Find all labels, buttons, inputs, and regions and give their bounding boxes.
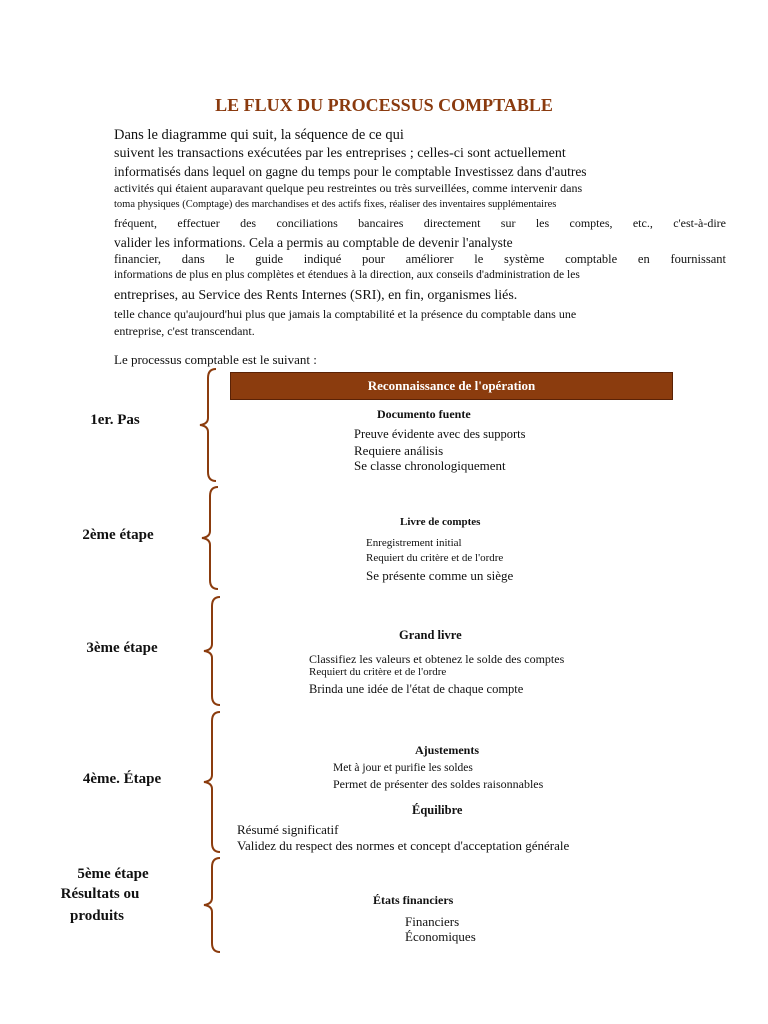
page-title: LE FLUX DU PROCESSUS COMPTABLE — [215, 95, 553, 115]
brace-step-2 — [198, 486, 222, 590]
step-4-item-3: Résumé significatif — [237, 822, 339, 837]
step-5-label: 5ème étape — [77, 866, 149, 882]
step-2-heading: Livre de comptes — [400, 516, 481, 528]
step-4-label: 4ème. Étape — [82, 771, 162, 787]
step-4-item-4: Validez du respect des normes et concept d'acceptation générale — [237, 838, 570, 853]
step-2-label: 2ème étape — [82, 527, 154, 543]
intro-line-4: activités qui étaient auparavant quelque peu restreintes ou très surveillées, comme intervenir dans — [114, 181, 583, 195]
brace-step-5 — [200, 857, 224, 953]
step-5-item-1: Financiers — [405, 914, 460, 929]
intro-line-5: toma physiques (Comptage) des marchandises et des actifs fixes, réaliser des inventaires supplémentaires — [114, 199, 557, 210]
step-5-label-3: produits — [70, 908, 124, 924]
step-3-item-3: Brinda une idée de l'état de chaque compte — [309, 682, 524, 696]
brace-step-1 — [196, 368, 220, 482]
step-3-item-2: Requiert du critère et de l'ordre — [309, 666, 447, 678]
step-5-label-2: Résultats ou — [60, 886, 140, 902]
intro-line-6: fréquent, effectuer des conciliations bancaires directement sur les comptes, etc., c'est-à-dire — [114, 216, 726, 230]
brace-step-4 — [200, 711, 224, 853]
step-5-heading: États financiers — [373, 893, 454, 907]
step-4-item-2: Permet de présenter des soldes raisonnables — [333, 777, 544, 791]
step-1-item-2: Requiere análisis — [354, 443, 444, 458]
step-3-label: 3ème étape — [86, 640, 158, 656]
step-4-heading-2: Équilibre — [412, 803, 463, 817]
step-1-label: 1er. Pas — [90, 412, 140, 428]
intro-line-11: telle chance qu'aujourd'hui plus que jamais la comptabilité et la présence du comptable dans une — [114, 307, 577, 321]
intro-line-7: valider les informations. Cela a permis au comptable de devenir l'analyste — [114, 235, 513, 250]
step-2-item-2: Requiert du critère et de l'ordre — [366, 552, 504, 564]
step-4-heading: Ajustements — [415, 743, 479, 757]
intro-line-2: suivent les transactions exécutées par les entreprises ; celles-ci sont actuellement — [114, 146, 566, 161]
step-4-item-1: Met à jour et purifie les soldes — [333, 762, 473, 774]
intro-line-12: entreprise, c'est transcendant. — [114, 324, 255, 338]
intro-line-9: informations de plus en plus complètes et étendues à la direction, aux conseils d'administration de les — [114, 269, 580, 281]
intro-line-3: informatisés dans lequel on gagne du temps pour le comptable Investissez dans d'autres — [114, 164, 587, 179]
step-1-item-3: Se classe chronologiquement — [354, 458, 506, 473]
intro-line-10: entreprises, au Service des Rents Internes (SRI), en fin, organismes liés. — [114, 288, 518, 303]
step-1-heading: Documento fuente — [377, 407, 471, 421]
brace-step-3 — [200, 596, 224, 706]
step-1-item-1: Preuve évidente avec des supports — [354, 427, 526, 441]
intro-line-8: financier, dans le guide indiqué pour améliorer le système comptable en fournissant — [114, 252, 726, 266]
step-3-item-1: Classifiez les valeurs et obtenez le solde des comptes — [309, 652, 565, 666]
step-2-item-1: Enregistrement initial — [366, 537, 462, 549]
header-box: Reconnaissance de l'opération — [230, 372, 673, 400]
step-3-heading: Grand livre — [399, 628, 462, 642]
process-intro: Le processus comptable est le suivant : — [114, 352, 317, 367]
step-5-item-2: Économiques — [405, 929, 476, 944]
intro-line-1: Dans le diagramme qui suit, la séquence de ce qui — [114, 127, 404, 143]
step-2-item-3: Se présente comme un siège — [366, 568, 514, 583]
